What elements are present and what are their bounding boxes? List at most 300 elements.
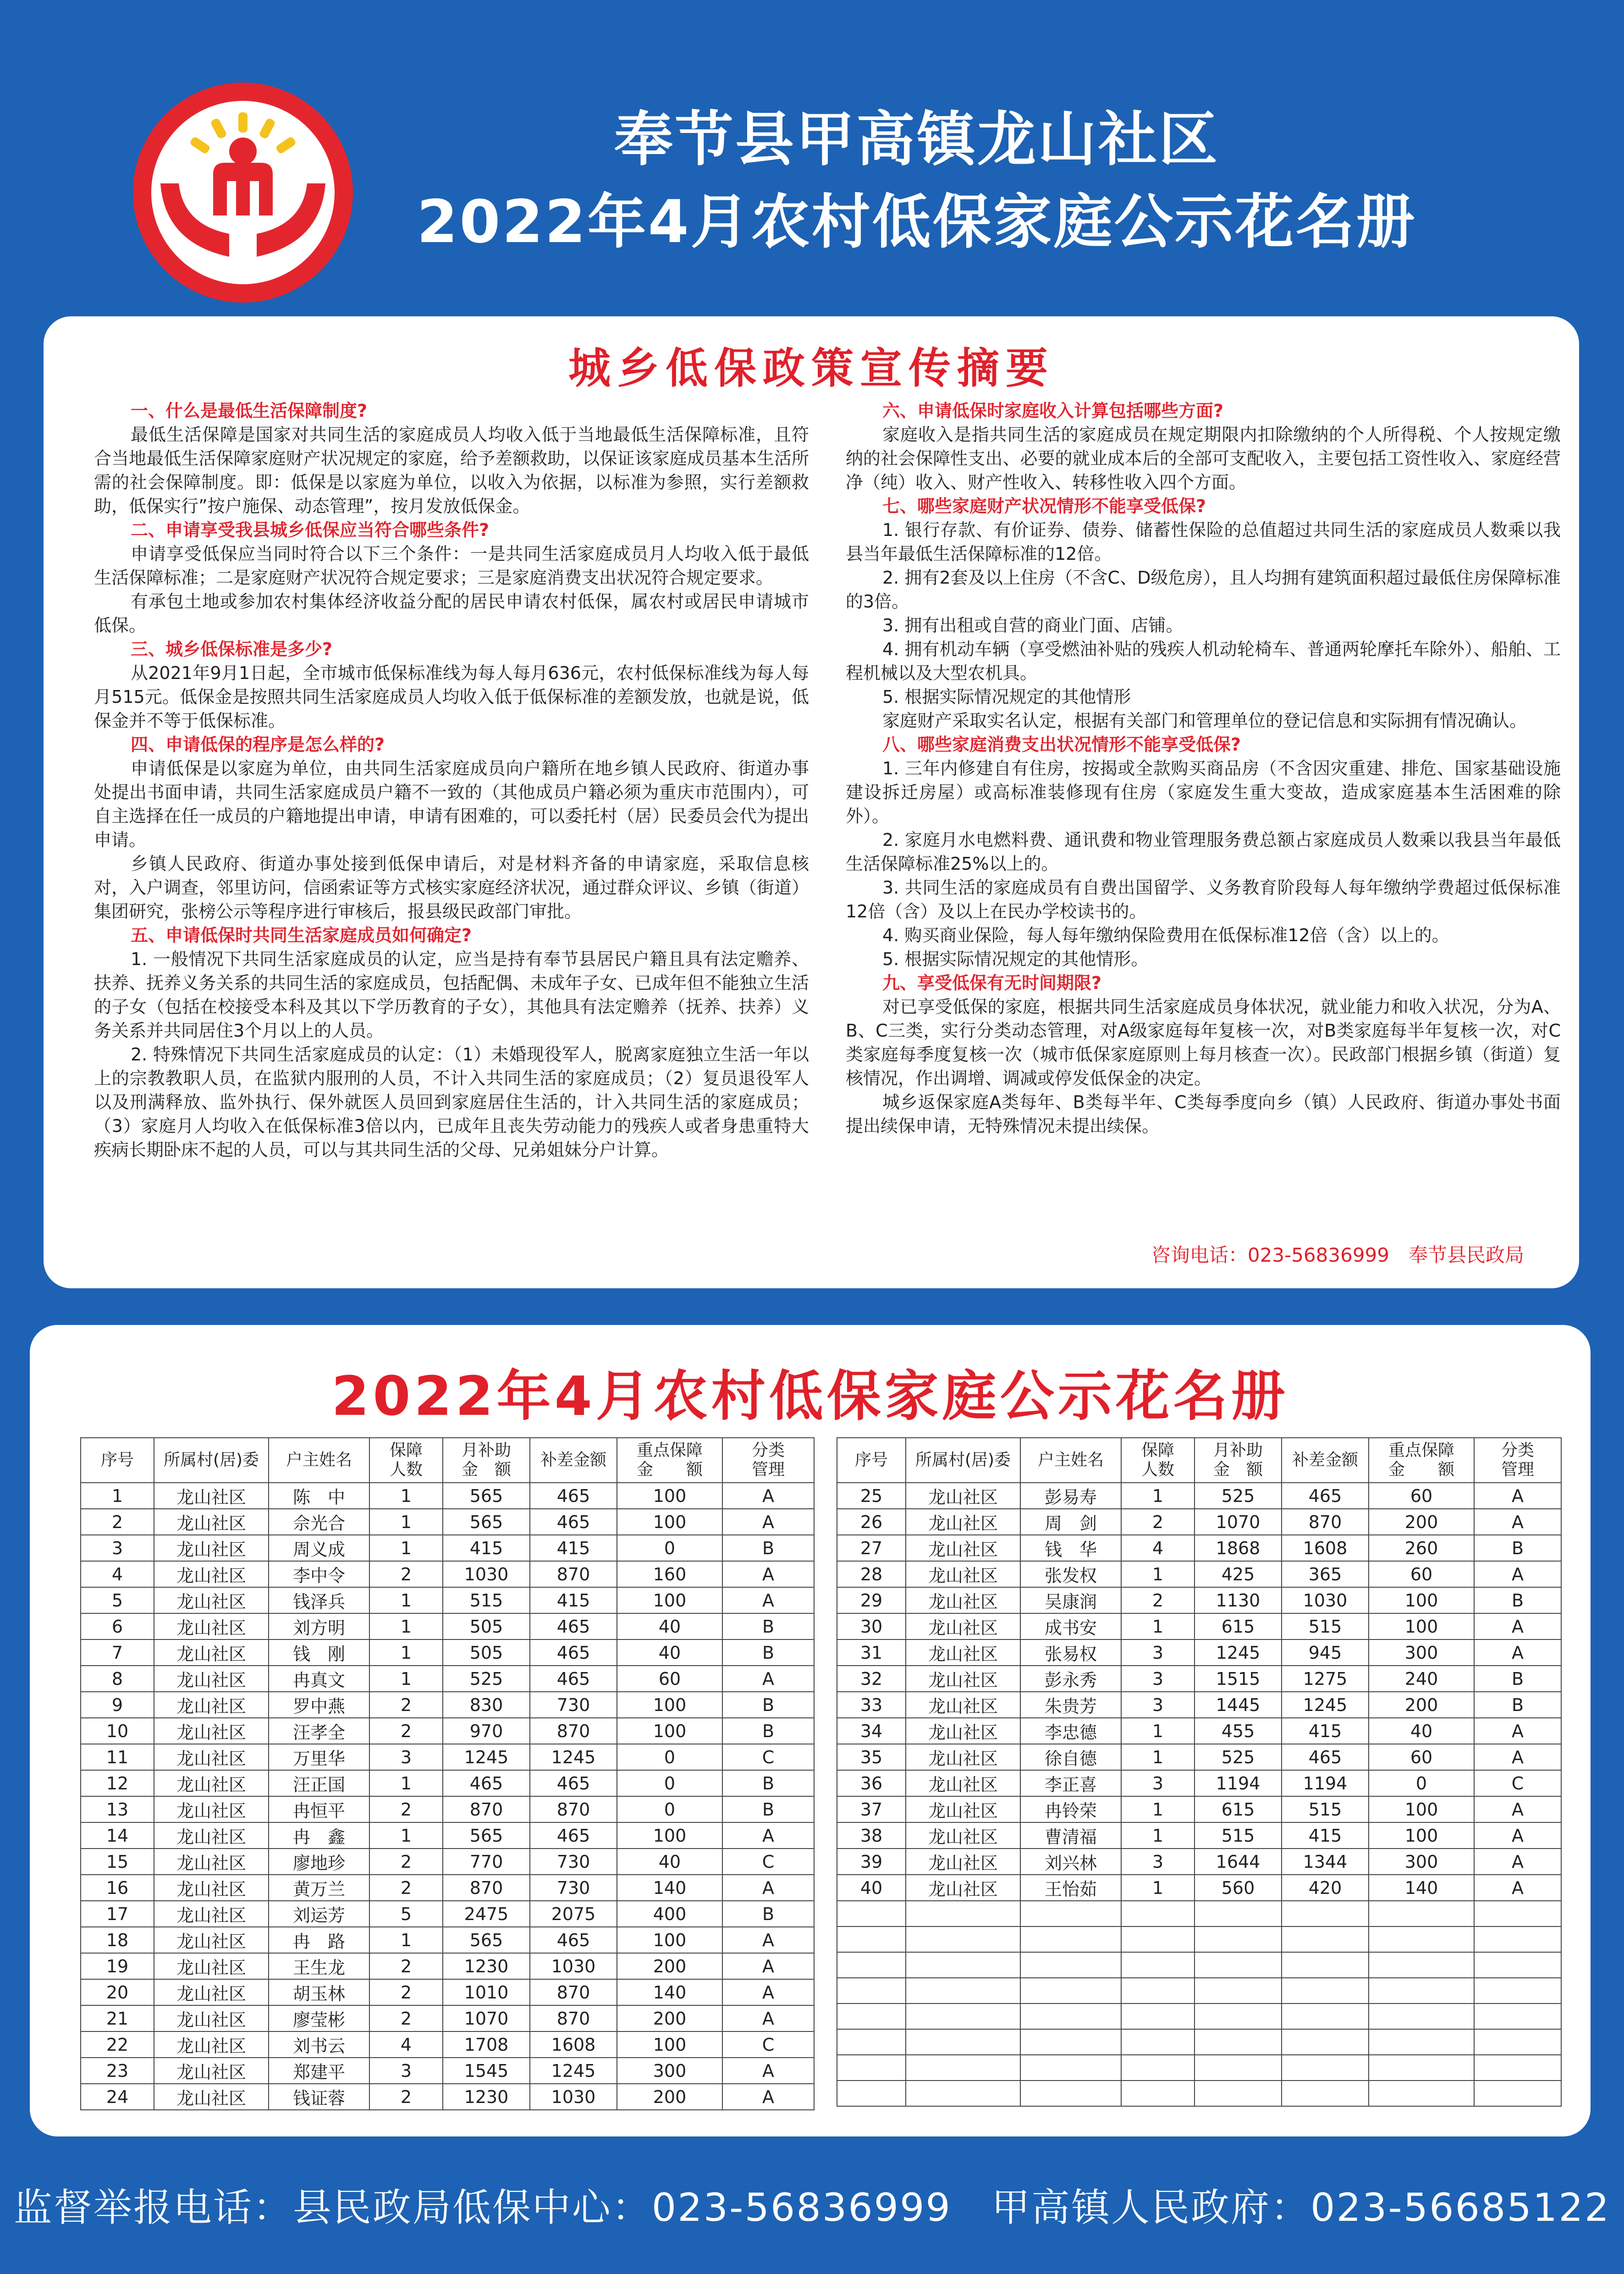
table-cell: A <box>1474 1613 1561 1639</box>
table-cell: 1030 <box>1282 1587 1369 1613</box>
table-row <box>81 2058 814 2084</box>
table-cell: 0 <box>617 1770 722 1796</box>
table-cell: 刘方明 <box>269 1613 369 1639</box>
table-cell: 成书安 <box>1020 1613 1121 1639</box>
table-cell <box>1474 2055 1561 2081</box>
table-cell: 5 <box>81 1587 154 1613</box>
table-cell: 郑建平 <box>269 2058 369 2084</box>
table-cell: 200 <box>1369 1692 1474 1718</box>
policy-panel <box>44 316 1579 1288</box>
table-cell: 3 <box>1121 1692 1195 1718</box>
table-cell: 465 <box>530 1770 617 1796</box>
policy-section-heading: 六、申请低保时家庭收入计算包括哪些方面? <box>882 401 1224 421</box>
table-row <box>81 1744 814 1770</box>
table-row <box>81 1535 814 1561</box>
table-cell: 2 <box>369 1796 443 1822</box>
table-cell: 龙山社区 <box>154 1901 269 1927</box>
table-cell: 515 <box>1282 1613 1369 1639</box>
policy-paragraph: 家庭财产采取实名认定，根据有关部门和管理单位的登记信息和实际拥有情况确认。 <box>882 711 1527 731</box>
table-cell: 565 <box>443 1509 530 1535</box>
table-cell: B <box>722 1718 814 1744</box>
table-cell: 31 <box>837 1639 906 1666</box>
table-cell: 200 <box>617 1953 722 1979</box>
table-cell <box>1369 2004 1474 2029</box>
table-cell: 525 <box>443 1666 530 1692</box>
table-cell: 200 <box>617 2005 722 2031</box>
table-cell: 22 <box>81 2031 154 2058</box>
table-row <box>837 1770 1561 1796</box>
table-cell: 龙山社区 <box>154 2005 269 2031</box>
policy-paragraph: 2. 家庭月水电燃料费、通讯费和物业管理服务费总额占家庭成员人数乘以我县当年最低生活保障标准25%以上的。 <box>846 830 1561 874</box>
table-cell: 730 <box>530 1875 617 1901</box>
table-cell <box>906 2081 1020 2106</box>
table-cell <box>1121 1901 1195 1926</box>
table-cell: 465 <box>530 1509 617 1535</box>
table-row <box>81 1875 814 1901</box>
table-cell: 冉铃荣 <box>1020 1796 1121 1822</box>
table-cell: 张易权 <box>1020 1639 1121 1666</box>
table-cell: 1 <box>369 1822 443 1849</box>
table-cell <box>1369 2029 1474 2055</box>
table-row <box>81 1979 814 2005</box>
table-cell: B <box>722 1770 814 1796</box>
table-cell: 870 <box>530 1796 617 1822</box>
table-cell: 龙山社区 <box>154 1535 269 1561</box>
table-cell: 1130 <box>1195 1587 1282 1613</box>
table-cell: A <box>722 1953 814 1979</box>
policy-paragraph: 最低生活保障是国家对共同生活的家庭成员人均收入低于当地最低生活保障标准，且符合当地最低生活保障家庭财产状况规定的家庭，给予差额救助，以保证该家庭成员基本生活所需的社会保障制度。即：低保是以家庭为单位，以收入为依据，以标准为参照，实行差额救助，低保实行”按户施保、动态管理”，按月发放低保金。 <box>94 425 809 516</box>
table-cell: 525 <box>1195 1483 1282 1509</box>
table-cell: 1070 <box>443 2005 530 2031</box>
policy-section-heading: 一、什么是最低生活保障制度? <box>131 401 368 421</box>
table-cell: 龙山社区 <box>154 1666 269 1692</box>
table-cell: 4 <box>1121 1535 1195 1561</box>
policy-section <box>846 494 1561 733</box>
table-cell <box>1282 2004 1369 2029</box>
table-cell: 505 <box>443 1613 530 1639</box>
table-cell: C <box>722 1849 814 1875</box>
table-row <box>837 1509 1561 1535</box>
table-cell: 28 <box>837 1561 906 1587</box>
table-cell: 40 <box>617 1849 722 1875</box>
table-row <box>81 2084 814 2110</box>
table-cell: 3 <box>1121 1849 1195 1875</box>
roster-panel <box>30 1325 1591 2136</box>
table-cell: 400 <box>617 1901 722 1927</box>
table-row <box>81 1953 814 1979</box>
table-cell: 1194 <box>1195 1770 1282 1796</box>
table-cell <box>906 1926 1020 1952</box>
table-row <box>837 1613 1561 1639</box>
policy-section <box>94 518 809 637</box>
table-cell: B <box>722 1639 814 1666</box>
table-cell: 1030 <box>443 1561 530 1587</box>
table-cell <box>837 2055 906 2081</box>
table-cell: 39 <box>837 1849 906 1875</box>
policy-paragraph: 申请享受低保应当同时符合以下三个条件：一是共同生活家庭成员月人均收入低于最低生活保障标准；二是家庭财产状况符合规定要求；三是家庭消费支出状况符合规定要求。 <box>94 544 809 588</box>
policy-paragraph: 2. 拥有2套及以上住房（不含C、D级危房），且人均拥有建筑面积超过最低住房保障标准的3倍。 <box>846 568 1561 612</box>
table-cell <box>1195 1952 1282 1978</box>
table-cell: 1515 <box>1195 1666 1282 1692</box>
table-cell: 20 <box>81 1979 154 2005</box>
table-cell: 2 <box>369 1953 443 1979</box>
policy-paragraph: 3. 拥有出租或自营的商业门面、店铺。 <box>882 615 1184 635</box>
table-cell: 龙山社区 <box>154 1744 269 1770</box>
table-cell <box>1020 1978 1121 2004</box>
table-cell: 2075 <box>530 1901 617 1927</box>
table-cell: 冉真文 <box>269 1666 369 1692</box>
table-cell <box>1474 2004 1561 2029</box>
table-cell: 黄万兰 <box>269 1875 369 1901</box>
policy-section-heading: 九、享受低保有无时间期限? <box>882 973 1102 993</box>
table-cell: A <box>722 1561 814 1587</box>
table-cell <box>1121 1978 1195 2004</box>
table-cell: C <box>722 2031 814 2058</box>
table-cell: 1 <box>1121 1561 1195 1587</box>
table-cell: B <box>1474 1666 1561 1692</box>
table-row <box>837 1952 1561 1978</box>
table-cell: 13 <box>81 1796 154 1822</box>
policy-paragraph: 乡镇人民政府、街道办事处接到低保申请后，对是材料齐备的申请家庭，采取信息核对，入户调查，邻里访问，信函索证等方式核实家庭经济状况，通过群众评议、乡镇（街道）集团研究，张榜公示等程序进行审核后，报县级民政部门审批。 <box>94 854 809 922</box>
table-cell: 2 <box>369 1561 443 1587</box>
table-cell: 260 <box>1369 1535 1474 1561</box>
table-cell: 515 <box>443 1587 530 1613</box>
table-cell: 1030 <box>530 2084 617 2110</box>
table-cell: 龙山社区 <box>154 1692 269 1718</box>
table-cell: 王生龙 <box>269 1953 369 1979</box>
column-header: 分类 管理 <box>722 1438 814 1483</box>
column-header: 月补助 金 额 <box>1195 1438 1282 1483</box>
table-cell: 16 <box>81 1875 154 1901</box>
table-cell <box>1282 2055 1369 2081</box>
table-cell <box>1195 1901 1282 1926</box>
column-header: 分类 管理 <box>1474 1438 1561 1483</box>
table-cell: 60 <box>1369 1744 1474 1770</box>
table-cell <box>1474 2029 1561 2055</box>
table-cell: 龙山社区 <box>154 1639 269 1666</box>
table-cell: 40 <box>617 1613 722 1639</box>
table-cell: 1245 <box>530 2058 617 2084</box>
table-row <box>837 1796 1561 1822</box>
table-cell: A <box>1474 1822 1561 1849</box>
table-cell: 615 <box>1195 1796 1282 1822</box>
table-cell: 3 <box>369 2058 443 2084</box>
table-cell <box>1369 1952 1474 1978</box>
table-cell <box>1369 2055 1474 2081</box>
table-cell: 龙山社区 <box>906 1744 1020 1770</box>
table-cell: A <box>1474 1875 1561 1901</box>
table-cell <box>837 1901 906 1926</box>
table-cell: 龙山社区 <box>154 1796 269 1822</box>
table-cell: 汪孝全 <box>269 1718 369 1744</box>
column-header: 补差金额 <box>1282 1438 1369 1483</box>
table-cell: 100 <box>1369 1822 1474 1849</box>
table-row <box>81 1509 814 1535</box>
table-cell: 100 <box>617 1509 722 1535</box>
table-row <box>837 1483 1561 1509</box>
table-cell: 2 <box>369 1692 443 1718</box>
table-cell: 2 <box>1121 1509 1195 1535</box>
table-cell: 龙山社区 <box>154 1770 269 1796</box>
table-cell: 1344 <box>1282 1849 1369 1875</box>
table-cell: 龙山社区 <box>154 2031 269 2058</box>
table-cell: 140 <box>1369 1875 1474 1901</box>
table-cell: 龙山社区 <box>154 1561 269 1587</box>
table-cell: 曹清福 <box>1020 1822 1121 1849</box>
table-cell: 830 <box>443 1692 530 1718</box>
table-cell <box>837 2004 906 2029</box>
table-cell: 2 <box>369 1979 443 2005</box>
table-cell: 40 <box>617 1639 722 1666</box>
table-cell: 1245 <box>1282 1692 1369 1718</box>
table-cell: 龙山社区 <box>154 1953 269 1979</box>
table-cell: 龙山社区 <box>154 1849 269 1875</box>
table-cell: 2475 <box>443 1901 530 1927</box>
policy-paragraph: 1. 一般情况下共同生活家庭成员的认定，应当是持有奉节县居民户籍且具有法定赡养、扶养、抚养义务关系的共同生活的家庭成员，包括配偶、未成年子女、已成年但不能独立生活的子女（包括在校接受本科及其以下学历教育的子女），其他具有法定赡养（抚养、扶养）义务关系并共同居住3个月以上的人员。 <box>94 949 809 1041</box>
table-cell: 龙山社区 <box>906 1613 1020 1639</box>
table-cell: 万里华 <box>269 1744 369 1770</box>
table-cell: 100 <box>1369 1587 1474 1613</box>
table-cell: 40 <box>1369 1718 1474 1744</box>
table-cell <box>1020 1952 1121 1978</box>
table-cell: 1 <box>369 1639 443 1666</box>
table-cell <box>1020 2081 1121 2106</box>
table-cell: 200 <box>617 2084 722 2110</box>
table-cell: 25 <box>837 1483 906 1509</box>
table-cell: 465 <box>530 1639 617 1666</box>
table-cell: 465 <box>443 1770 530 1796</box>
table-cell: B <box>1474 1587 1561 1613</box>
table-row <box>81 1561 814 1587</box>
table-cell: 0 <box>617 1796 722 1822</box>
table-cell <box>1474 1926 1561 1952</box>
table-cell: B <box>722 1613 814 1639</box>
table-cell: 徐自德 <box>1020 1744 1121 1770</box>
table-cell: A <box>1474 1561 1561 1587</box>
table-cell <box>1020 1901 1121 1926</box>
table-cell: 1010 <box>443 1979 530 2005</box>
table-cell: 刘兴林 <box>1020 1849 1121 1875</box>
table-cell: 龙山社区 <box>154 1822 269 1849</box>
table-cell: A <box>1474 1509 1561 1535</box>
table-cell: 27 <box>837 1535 906 1561</box>
table-cell: 1194 <box>1282 1770 1369 1796</box>
table-cell <box>1020 1926 1121 1952</box>
table-row <box>837 1849 1561 1875</box>
table-row <box>837 1901 1561 1926</box>
table-cell: 2 <box>1121 1587 1195 1613</box>
table-cell: 1030 <box>530 1953 617 1979</box>
policy-paragraph: 从2021年9月1日起，全市城市低保标准线为每人每月636元，农村低保标准线为每人每月515元。低保金是按照共同生活家庭成员人均收入低于低保标准的差额发放，也就是说，低保金并不等于低保标准。 <box>94 663 809 731</box>
table-cell: 2 <box>369 2005 443 2031</box>
table-cell: 1868 <box>1195 1535 1282 1561</box>
table-cell <box>1282 2081 1369 2106</box>
roster-title: 2022年4月农村低保家庭公示花名册 <box>331 1364 1289 1428</box>
table-cell: 140 <box>617 1979 722 2005</box>
table-cell: 龙山社区 <box>154 1927 269 1953</box>
column-header: 户主姓名 <box>1020 1438 1121 1483</box>
table-cell: 415 <box>443 1535 530 1561</box>
policy-section <box>846 399 1561 494</box>
table-cell: A <box>722 2058 814 2084</box>
table-cell: 周 剑 <box>1020 1509 1121 1535</box>
table-cell <box>1121 2004 1195 2029</box>
title-line-1: 奉节县甲高镇龙山社区 <box>614 105 1219 174</box>
table-row <box>81 1666 814 1692</box>
table-row <box>837 1822 1561 1849</box>
table-cell: 415 <box>1282 1718 1369 1744</box>
table-cell: 60 <box>1369 1561 1474 1587</box>
table-cell: 18 <box>81 1927 154 1953</box>
table-cell: 11 <box>81 1744 154 1770</box>
table-cell: 龙山社区 <box>154 1979 269 2005</box>
table-cell: A <box>722 2005 814 2031</box>
table-cell: 1608 <box>530 2031 617 2058</box>
table-cell <box>1195 2081 1282 2106</box>
table-cell: 12 <box>81 1770 154 1796</box>
table-cell: 870 <box>443 1875 530 1901</box>
table-cell: 1 <box>369 1770 443 1796</box>
table-cell: 龙山社区 <box>154 2084 269 2110</box>
column-header: 补差金额 <box>530 1438 617 1483</box>
policy-paragraph: 申请低保是以家庭为单位，由共同生活家庭成员向户籍所在地乡镇人民政府、街道办事处提出书面申请，共同生活家庭成员户籍不一致的（其他成员户籍必须为重庆市范围内），可自主选择在任一成员的户籍地提出申请，申请有困难的，可以委托村（居）民委员会代为提出申请。 <box>94 758 809 850</box>
table-cell: 龙山社区 <box>906 1822 1020 1849</box>
policy-left-column <box>94 399 809 1162</box>
table-cell: 陈 中 <box>269 1483 369 1509</box>
table-row <box>81 1613 814 1639</box>
table-cell: 佘光合 <box>269 1509 369 1535</box>
policy-right-column <box>846 399 1561 1138</box>
table-row <box>81 1692 814 1718</box>
table-cell: 37 <box>837 1796 906 1822</box>
table-cell: 140 <box>617 1875 722 1901</box>
table-row <box>837 2004 1561 2029</box>
table-cell: 龙山社区 <box>906 1796 1020 1822</box>
table-row <box>837 1666 1561 1692</box>
table-cell <box>837 2029 906 2055</box>
table-cell: 1 <box>369 1587 443 1613</box>
table-cell <box>1121 2055 1195 2081</box>
table-row <box>81 1849 814 1875</box>
table-cell: 2 <box>369 1875 443 1901</box>
table-cell: A <box>722 1483 814 1509</box>
policy-section-heading: 七、哪些家庭财产状况情形不能享受低保? <box>882 496 1206 516</box>
table-cell <box>1195 1978 1282 2004</box>
table-cell: 415 <box>530 1587 617 1613</box>
table-cell: 1 <box>1121 1483 1195 1509</box>
table-cell: 龙山社区 <box>154 1718 269 1744</box>
table-cell: 870 <box>530 1561 617 1587</box>
table-cell: 龙山社区 <box>906 1535 1020 1561</box>
table-cell: B <box>1474 1692 1561 1718</box>
table-cell: 龙山社区 <box>906 1561 1020 1587</box>
table-cell: 870 <box>530 1979 617 2005</box>
table-cell: 1 <box>369 1666 443 1692</box>
table-cell: 15 <box>81 1849 154 1875</box>
table-cell: 240 <box>1369 1666 1474 1692</box>
table-cell <box>1121 1952 1195 1978</box>
table-cell <box>1282 1952 1369 1978</box>
table-cell: 龙山社区 <box>906 1483 1020 1509</box>
table-cell <box>906 1952 1020 1978</box>
table-cell: 1445 <box>1195 1692 1282 1718</box>
table-cell <box>1020 2029 1121 2055</box>
table-cell: 465 <box>530 1822 617 1849</box>
table-cell: 4 <box>369 2031 443 2058</box>
table-row <box>81 2031 814 2058</box>
table-cell: 970 <box>443 1718 530 1744</box>
table-cell <box>1020 2004 1121 2029</box>
table-cell: 300 <box>617 2058 722 2084</box>
table-cell: 1275 <box>1282 1666 1369 1692</box>
table-cell: 2 <box>369 1849 443 1875</box>
table-cell: B <box>722 1535 814 1561</box>
table-row <box>837 2081 1561 2106</box>
policy-section-heading: 八、哪些家庭消费支出状况情形不能享受低保? <box>882 734 1241 755</box>
table-cell: 7 <box>81 1639 154 1666</box>
table-cell: 龙山社区 <box>154 1613 269 1639</box>
table-cell <box>1121 2029 1195 2055</box>
policy-section <box>94 637 809 733</box>
table-cell: 1245 <box>443 1744 530 1770</box>
table-cell: 100 <box>1369 1613 1474 1639</box>
table-row <box>81 1587 814 1613</box>
table-cell: 730 <box>530 1692 617 1718</box>
table-cell: 1 <box>1121 1875 1195 1901</box>
table-cell: 1644 <box>1195 1849 1282 1875</box>
table-cell: 1 <box>1121 1613 1195 1639</box>
table-cell <box>837 1952 906 1978</box>
table-cell: 龙山社区 <box>154 1509 269 1535</box>
table-cell: 565 <box>443 1927 530 1953</box>
table-cell <box>1282 1978 1369 2004</box>
table-cell: 21 <box>81 2005 154 2031</box>
table-cell: 465 <box>1282 1744 1369 1770</box>
table-cell: 9 <box>81 1692 154 1718</box>
table-cell: 6 <box>81 1613 154 1639</box>
policy-paragraph: 2. 特殊情况下共同生活家庭成员的认定：（1）未婚现役军人，脱离家庭独立生活一年以上的宗教教职人员，在监狱内服刑的人员，不计入共同生活的家庭成员；（2）复员退役军人以及刑满释放、监外执行、保外就医人员回到家庭居住生活的，计入共同生活的家庭成员；（3）家庭月人均收入在低保标准3倍以内，已成年且丧失劳动能力的残疾人或者身患重特大疾病长期卧床不起的人员，可以与其共同生活的父母、兄弟姐妹分户计算。 <box>94 1044 809 1160</box>
table-cell: 36 <box>837 1770 906 1796</box>
table-cell: 100 <box>617 1927 722 1953</box>
column-header: 所属村(居)委 <box>154 1438 269 1483</box>
table-cell: 1230 <box>443 1953 530 1979</box>
table-row <box>81 2005 814 2031</box>
policy-paragraph: 有承包土地或参加农村集体经济收益分配的居民申请农村低保，属农村或居民申请城市低保。 <box>94 591 809 635</box>
table-cell: 2 <box>369 1718 443 1744</box>
policy-section-heading: 五、申请低保时共同生活家庭成员如何确定? <box>131 925 472 945</box>
table-cell: 465 <box>530 1613 617 1639</box>
table-cell: 425 <box>1195 1561 1282 1587</box>
table-cell: 420 <box>1282 1875 1369 1901</box>
table-cell: 0 <box>1369 1770 1474 1796</box>
table-cell: A <box>1474 1639 1561 1666</box>
table-cell: 3 <box>369 1744 443 1770</box>
table-cell: 1 <box>1121 1822 1195 1849</box>
table-cell <box>1474 1901 1561 1926</box>
table-cell: B <box>722 1796 814 1822</box>
table-cell: 100 <box>617 1692 722 1718</box>
table-cell: 刘运芳 <box>269 1901 369 1927</box>
table-cell: 615 <box>1195 1613 1282 1639</box>
table-row <box>81 1639 814 1666</box>
table-cell: 龙山社区 <box>906 1718 1020 1744</box>
table-cell: 26 <box>837 1509 906 1535</box>
table-cell: A <box>1474 1483 1561 1509</box>
table-cell: 0 <box>617 1535 722 1561</box>
table-cell: 冉 鑫 <box>269 1822 369 1849</box>
table-row <box>81 1770 814 1796</box>
table-row <box>837 1587 1561 1613</box>
